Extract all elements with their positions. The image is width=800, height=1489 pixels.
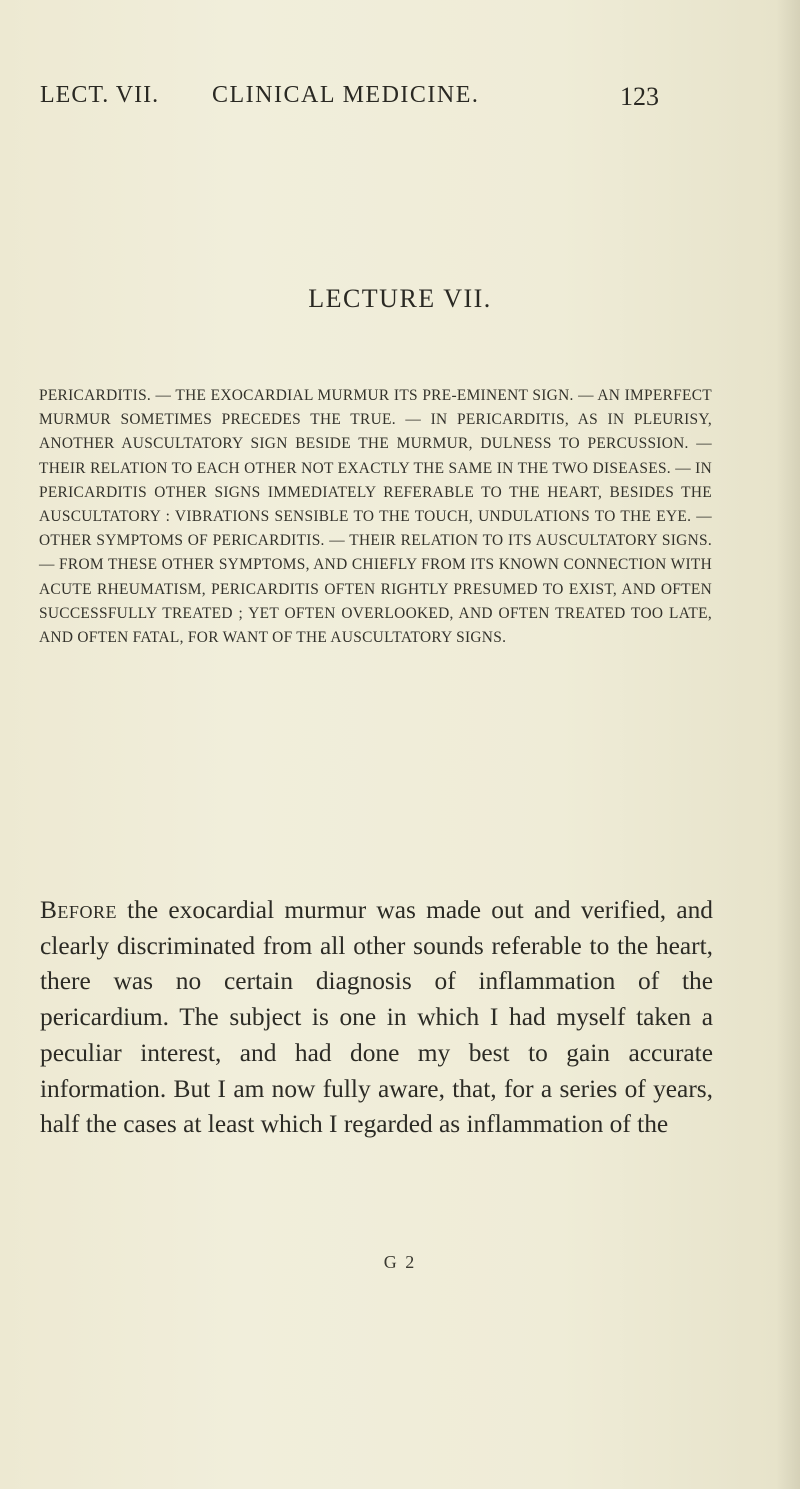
lead-word: Before <box>40 896 117 924</box>
body-paragraph-text: the exocardial murmur was made out and verified, and clearly discriminated from all other sounds referable to the heart, there was no certain diagnosis of inflammation of the pericardium. The subject is one in which I had myself taken a peculiar interest, and had done my best to gain accurate information. But I am now fully aware, that, for a series of years, half the cases at least which I regarded as inflammation of the <box>40 896 713 1139</box>
lecture-title: LECTURE VII. <box>308 284 492 313</box>
running-head-lecture: LECT. VII. <box>40 82 160 108</box>
page-number: 123 <box>620 82 659 111</box>
signature-mark: G 2 <box>383 1252 417 1272</box>
running-head-title: CLINICAL MEDICINE. <box>212 82 480 108</box>
body-paragraph <box>40 893 713 1143</box>
running-head <box>0 82 800 122</box>
lecture-synopsis: PERICARDITIS. — THE EXOCARDIAL MURMUR ITS PRE-EMINENT SIGN. — AN IMPERFECT MURMUR SOMETIMES PRECEDES THE TRUE. — IN PERICARDITIS, AS IN PLEURISY, ANOTHER AUSCULTATORY SIGN BESIDE THE MURMUR, DULNESS TO PERCUSSION. — THEIR RELATION TO EACH OTHER NOT EXACTLY THE SAME IN THE TWO DISEASES. — IN PERICARDITIS OTHER SIGNS IMMEDIATELY REFERABLE TO THE HEART, BESIDES THE AUSCULTATORY : VIBRATIONS SENSIBLE TO THE TOUCH, UNDULATIONS TO THE EYE. — OTHER SYMPTOMS OF PERICARDITIS. — THEIR RELATION TO ITS AUSCULTATORY SIGNS. — FROM THESE OTHER SYMPTOMS, AND CHIEFLY FROM ITS KNOWN CONNECTION WITH ACUTE RHEUMATISM, PERICARDITIS OFTEN RIGHTLY PRESUMED TO EXIST, AND OFTEN SUCCESSFULLY TREATED ; YET OFTEN OVERLOOKED, AND OFTEN TREATED TOO LATE, AND OFTEN FATAL, FOR WANT OF THE AUSCULTATORY SIGNS. <box>39 387 712 647</box>
